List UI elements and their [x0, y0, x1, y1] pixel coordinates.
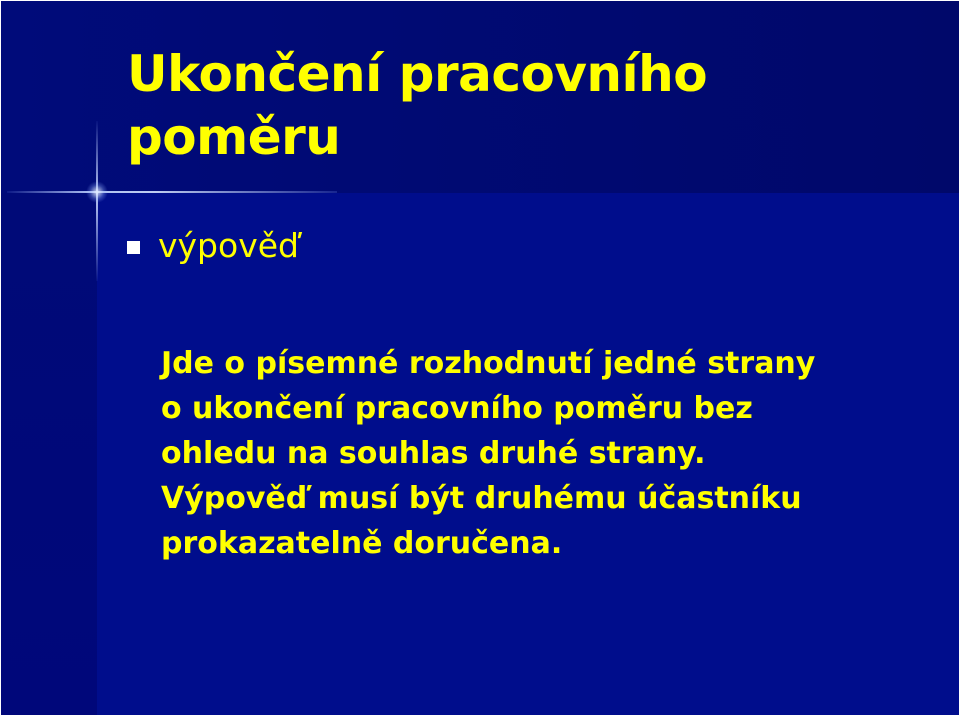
decorative-sparkle: [86, 181, 108, 203]
slide-title-line: Ukončení pracovního: [127, 45, 708, 103]
bullet-item: [127, 223, 299, 267]
body-line: Výpověď musí být druhému účastníku: [161, 481, 802, 516]
slide: [1, 1, 959, 715]
body-line: ohledu na souhlas druhé strany.: [161, 436, 706, 471]
bullet-text: výpověď: [158, 225, 299, 265]
decorative-horizontal-line: [7, 191, 337, 193]
slide-title: [127, 43, 907, 169]
body-line: prokazatelně doručena.: [161, 526, 563, 561]
square-bullet-icon: [127, 241, 140, 254]
slide-title-line: poměru: [127, 108, 341, 166]
body-line: Jde o písemné rozhodnutí jedné strany: [161, 346, 816, 381]
body-line: o ukončení pracovního poměru bez: [161, 391, 753, 426]
body-paragraph: [161, 341, 931, 566]
left-band: [1, 193, 97, 715]
